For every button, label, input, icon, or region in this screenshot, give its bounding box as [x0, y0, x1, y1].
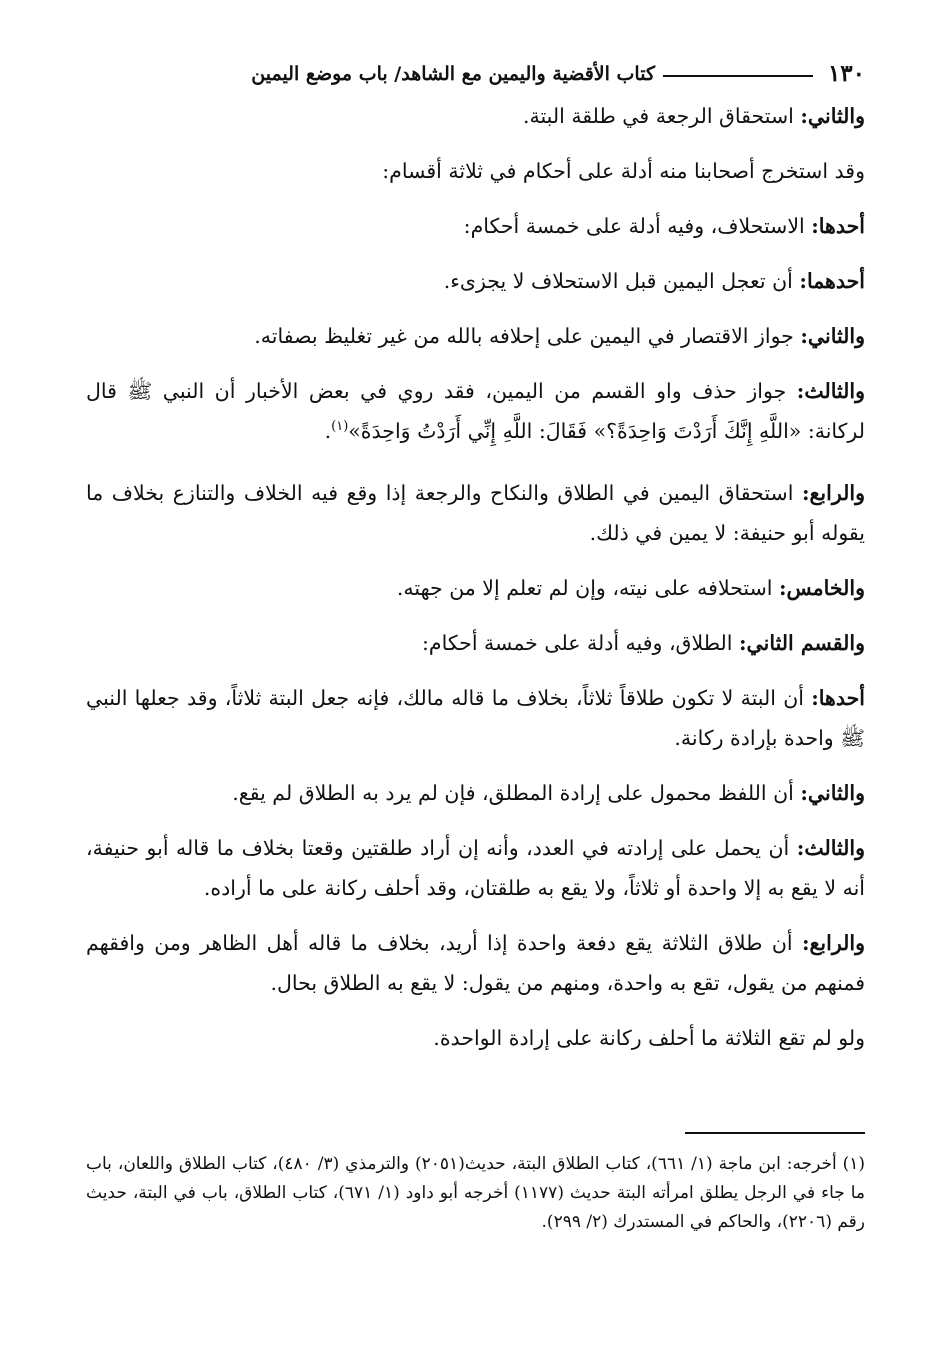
paragraph-lead: والثالث:: [796, 836, 865, 860]
paragraph-text: استحقاق الرجعة في طلقة البتة.: [522, 104, 801, 128]
paragraph-lead: والثالث:: [796, 379, 865, 403]
paragraph-text: الطلاق، وفيه أدلة على خمسة أحكام:: [421, 631, 739, 655]
page-number: ١٣٠: [827, 60, 865, 87]
paragraph-text: استحقاق اليمين في الطلاق والنكاح والرجعة إذا وقع فيه الخلاف والتنازع بخلاف ما يقوله أبو حنيفة: لا يمين في ذلك.: [86, 481, 865, 545]
paragraph: [86, 206, 865, 246]
paragraph: [86, 371, 865, 451]
footnote-reference[interactable]: (١): [331, 419, 349, 435]
paragraph-text: استحلافه على نيته، وإن لم تعلم إلا من جهته.: [396, 576, 779, 600]
header-rule: [663, 75, 813, 77]
paragraph-lead: والخامس:: [778, 576, 865, 600]
running-title: كتاب الأقضية واليمين مع الشاهد/ باب موضع اليمين: [251, 63, 655, 85]
paragraph-lead: والرابع:: [801, 481, 865, 505]
paragraph-lead: والثاني:: [800, 104, 865, 128]
paragraph: [86, 1018, 865, 1058]
paragraph-text: جواز الاقتصار في اليمين على إحلافه بالله من غير تغليظ بصفاته.: [254, 324, 801, 348]
paragraph: [86, 568, 865, 608]
paragraph-lead: أحدها:: [811, 214, 865, 238]
paragraph-lead: والثاني:: [800, 324, 865, 348]
paragraph: [86, 261, 865, 301]
main-text: [86, 96, 865, 1073]
paragraph-text: أن اللفظ محمول على إرادة المطلق، فإن لم يرد به الطلاق لم يقع.: [232, 781, 801, 805]
paragraph: [86, 623, 865, 663]
paragraph: [86, 773, 865, 813]
paragraph-text: أن طلاق الثلاثة يقع دفعة واحدة إذا أريد، بخلاف ما قاله أهل الظاهر ومن وافقهم فمنهم من يقول، تقع به واحدة، ومنهم من يقول: لا يقع به الطلاق بحال.: [86, 931, 865, 995]
paragraph-text: أن تعجل اليمين قبل الاستحلاف لا يجزىء.: [443, 269, 800, 293]
paragraph-text: الاستحلاف، وفيه أدلة على خمسة أحكام:: [463, 214, 812, 238]
paragraph: [86, 316, 865, 356]
paragraph-text: أن يحمل على إرادته في العدد، وأنه إن أراد طلقتين وقعتا بخلاف ما قاله أبو حنيفة، أنه لا يقع به إلا واحدة أو ثلاثاً، ولا يقع به طلقتان، وقد أحلف ركانة على ما أراده.: [86, 836, 865, 900]
paragraph-text: ولو لم تقع الثلاثة ما أحلف ركانة على إرادة الواحدة.: [433, 1026, 865, 1050]
paragraph: [86, 473, 865, 553]
footnotes: [86, 1150, 865, 1237]
paragraph-text: أن البتة لا تكون طلاقاً ثلاثاً، بخلاف ما قاله مالك، فإنه جعل البتة ثلاثاً، وقد جعلها النبي ﷺ واحدة بإرادة ركانة.: [86, 686, 865, 750]
footnote-separator: [685, 1132, 865, 1134]
paragraph-lead: والثاني:: [800, 781, 865, 805]
paragraph: [86, 828, 865, 908]
paragraph-lead: أحدهما:: [799, 269, 865, 293]
paragraph: [86, 678, 865, 758]
footnote: (١) أخرجه: ابن ماجة (١/ ٦٦١)، كتاب الطلاق البتة، حديث(٢٠٥١) والترمذي (٣/ ٤٨٠)، كتاب الطلاق واللعان، باب ما جاء في الرجل يطلق امرأته البتة حديث (١١٧٧) أخرجه أبو داود (١/ ٦٧١)، كتاب الطلاق، باب في البتة، حديث رقم (٢٢٠٦)، والحاكم في المستدرك (٢/ ٢٩٩).: [86, 1154, 866, 1232]
paragraph-lead: والرابع:: [801, 931, 865, 955]
paragraph-text: وقد استخرج أصحابنا منه أدلة على أحكام في ثلاثة أقسام:: [382, 159, 865, 183]
paragraph: [86, 151, 865, 191]
paragraph: [86, 923, 865, 1003]
paragraph-tail: .: [324, 419, 332, 443]
paragraph: [86, 96, 865, 136]
page-header: [86, 58, 865, 90]
paragraph-lead: أحدها:: [811, 686, 865, 710]
paragraph-lead: والقسم الثاني:: [738, 631, 865, 655]
paragraph-text: جواز حذف واو القسم من اليمين، فقد روي في بعض الأخبار أن النبي ﷺ قال لركانة: «اللَّهِ إِنَّكَ أَرَدْتَ وَاحِدَةً؟» فَقَالَ: اللَّهِ إِنِّي أَرَدْتُ وَاحِدَةً»: [86, 379, 865, 443]
